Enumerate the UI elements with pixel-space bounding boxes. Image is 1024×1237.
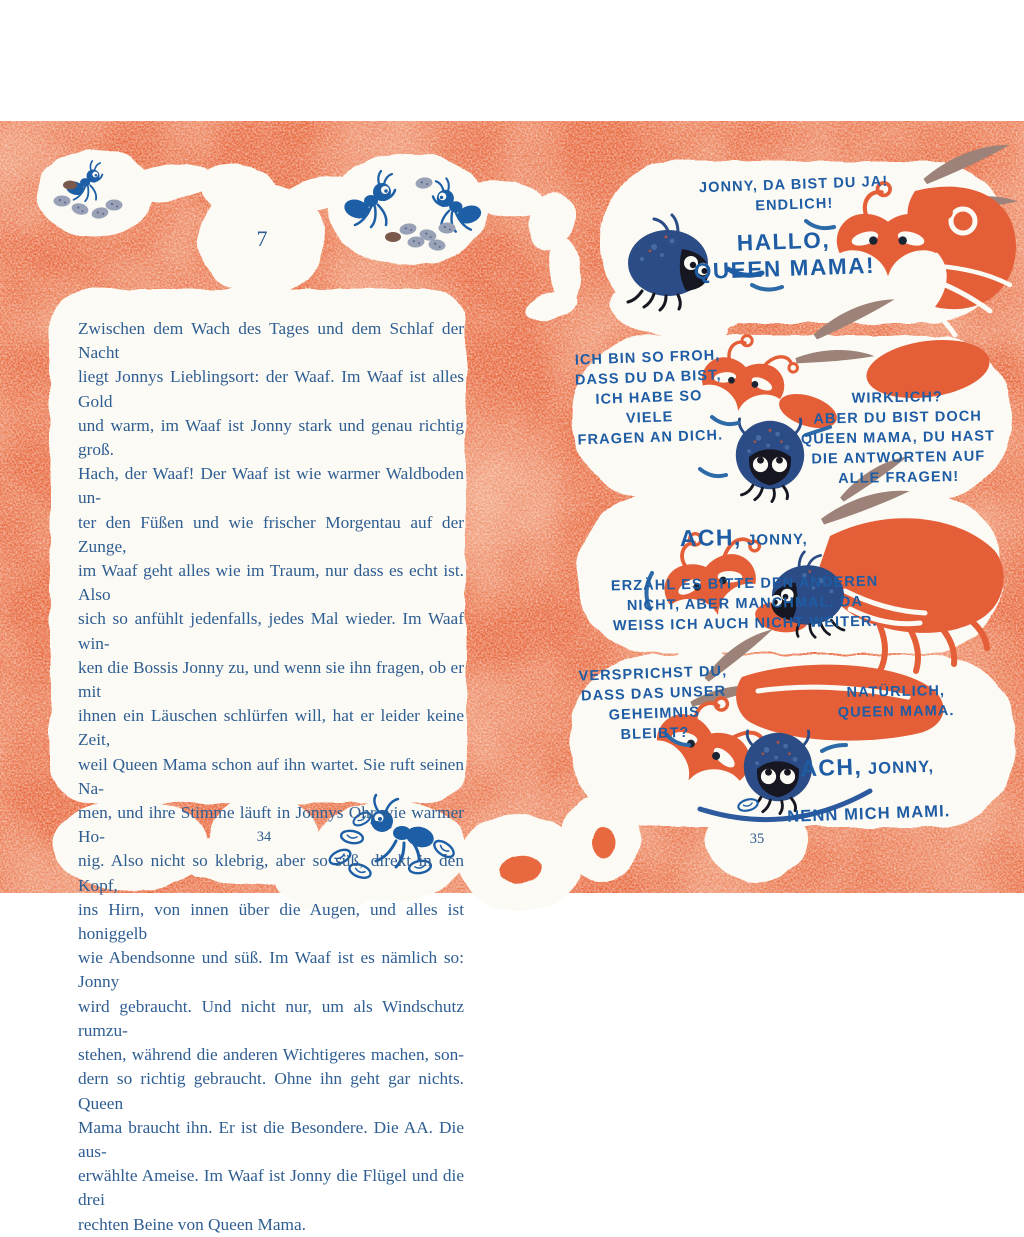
chapter-number: 7 xyxy=(256,226,268,251)
speech-emphasis-word: ACH, xyxy=(799,753,863,782)
speech-bubble4-right-big-text: ACH, JONNY, NENN MICH MAMI. xyxy=(787,753,951,826)
page-number-left: 34 xyxy=(256,829,272,845)
printed-spread xyxy=(0,121,1024,1234)
speech-bubble2-left-text: ICH BIN SO FROH, DASS DU DA BIST, ICH HABE SO VIELE FRAGEN AN DICH. xyxy=(574,347,724,449)
speech-emphasis-word: ACH, xyxy=(679,524,742,552)
speech-bubble2-right-text: WIRKLICH? ABER DU BIST DOCH QUEEN MAMA, DU HAST DIE ANTWORTEN AUF ALLE FRAGEN! xyxy=(800,389,996,488)
speech-bubble4-left-text: VERSPRICHST DU, DASS DAS UNSER GEHEIMNIS BLEIBT? xyxy=(578,663,728,744)
story-text: Zwischen dem Wach des Tages und dem Schlaf der Nacht liegt Jonnys Lieblingsort: der Waaf. Im Waaf ist alles Gold und warm, im Waaf ist Jonny stark und genau richtig groß. Hach, der Waaf! Der Waaf ist wie warmer Waldboden un- ter den Füßen und wie frischer Morgentau auf der Zunge, im Waaf geht alles wie im Traum, nur dass es echt ist. Also sich so anfühlt jedenfalls, jedes Mal wieder. Im Waaf win- ken die Bossis Jonny zu, und wenn sie ihn fragen, ob er mit ihnen ein Läuschen schlürfen will, hat er leider keine Zeit, weil Queen Mama schon auf ihn wartet. Sie ruft seinen Na- men, und ihre Stimme läuft in Jonnys Ohr wie warmer Ho- nig. Also nicht so klebrig, aber so süß, direkt in den Kopf, ins Hirn, von innen über die Augen, und alles ist honiggelb wie Abendsonne und süß. Im Waaf ist es nämlich so: Jonny wird gebraucht. Und nicht nur, um als Windschutz rumzu- stehen, während die anderen Wichtigeres machen, son- dern so richtig gebraucht. Ohne ihn geht gar nichts. Queen Mama braucht ihn. Er ist die Besondere. Die AA. Die aus- erwählte Ameise. Im Waaf ist Jonny die Flügel und die drei rechten Beine von Queen Mama. xyxy=(78,319,464,1234)
speech-bubble1-top-text: JONNY, DA BIST DU JA! ENDLICH! xyxy=(698,173,889,215)
speech-bubble1-main-text: HALLO, QUEEN MAMA! xyxy=(693,227,876,284)
speech-bubble3-text: ACH, JONNY, ERZÄHL ES BITTE DEN ANDEREN NICHT, ABER MANCHMAL, DA WEISS ICH AUCH NICHT WEITER. xyxy=(610,524,879,635)
page-number-right: 35 xyxy=(749,831,765,847)
speech-bubble4-right-small-text: NATÜRLICH, QUEEN MAMA. xyxy=(837,683,955,722)
